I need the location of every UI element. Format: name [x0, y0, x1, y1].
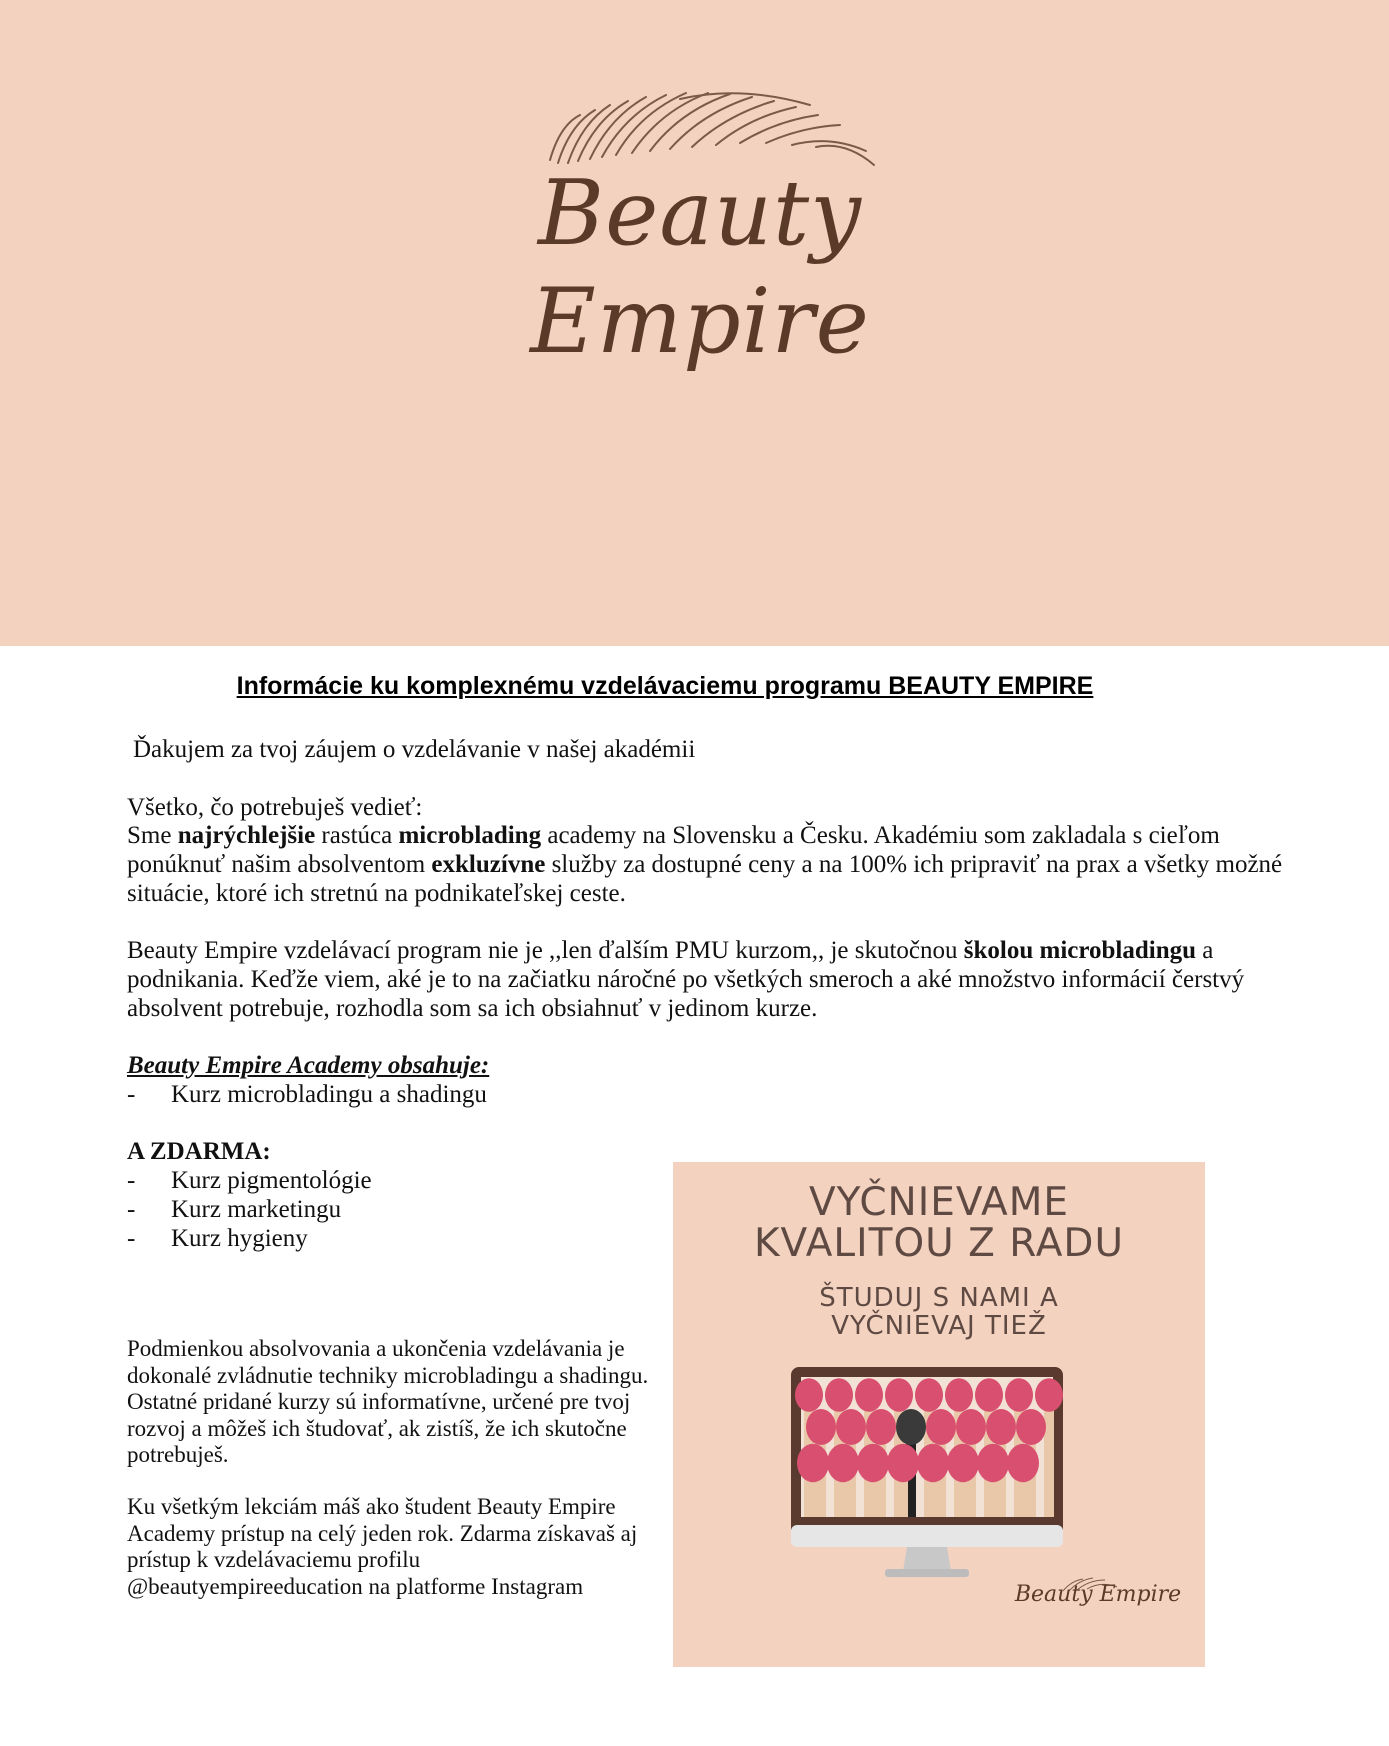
main-course-list [127, 1080, 487, 1109]
promo-headline [673, 1182, 1205, 1264]
match-head [926, 1409, 956, 1445]
match-head [1007, 1444, 1039, 1482]
access-paragraph: Ku všetkým lekciám máš ako študent Beauty Empire Academy prístup na celý jeden rok. Zdarma získavaš aj prístup k vzdelávaciemu profilu @beautyempireeducation na platforme Instagram [127, 1494, 638, 1599]
burnt-match-head [896, 1409, 926, 1445]
free-course-list [127, 1166, 372, 1253]
match-head [857, 1444, 889, 1482]
text-run: a podnikania. Keďže viem, aké je to na začiatku náročné po všetkých smeroch a aké množstvo informácií čerstvý absolvent potrebuje, rozhodla som sa ich obsiahnuť v jedinom kurze. [127, 937, 1245, 1022]
promo-subheadline-line: ŠTUDUJ S NAMI A [819, 1283, 1059, 1313]
bullet-dash: - [127, 1196, 136, 1223]
text-run: Beauty Empire vzdelávací program nie je ,,len ďalším PMU kurzom,, je skutočnou [127, 937, 964, 964]
matches-image [795, 1378, 1063, 1517]
match-head [917, 1444, 949, 1482]
match-head [915, 1378, 943, 1412]
intro-paragraph [127, 821, 1287, 908]
thanks-line: Ďakujem za tvoj záujem o vzdelávanie v našej akadémii [133, 736, 696, 763]
list-item [127, 1195, 372, 1224]
list-item [127, 1166, 372, 1195]
text-run: služby za dostupné ceny a na 100% ich pripraviť na prax a všetky možné situácie, ktoré ich stretnú na podnikateľskej ceste. [127, 851, 1283, 907]
match-head [975, 1378, 1003, 1412]
bold-run: exkluzívne [431, 851, 546, 878]
list-item [127, 1224, 372, 1253]
monitor-base [885, 1569, 969, 1577]
list-item-label: Kurz microbladingu a shadingu [171, 1081, 487, 1108]
match-head [885, 1378, 913, 1412]
promo-subheadline-line: VYČNIEVAJ TIEŽ [831, 1311, 1047, 1341]
match-head [945, 1378, 973, 1412]
match-head [806, 1409, 836, 1445]
brand-logo-text: Beauty Empire [530, 161, 870, 374]
match-head [1035, 1378, 1063, 1412]
match-head [1016, 1409, 1046, 1445]
match-head [827, 1444, 859, 1482]
text-run: rastúca [315, 822, 399, 849]
list-item-label: Kurz pigmentológie [171, 1167, 372, 1194]
monitor-illustration [789, 1365, 1065, 1587]
match-head [836, 1409, 866, 1445]
header-banner [0, 0, 1389, 646]
match-head [795, 1378, 823, 1412]
document-title: Informácie ku komplexnému vzdelávaciemu programu BEAUTY EMPIRE [236, 672, 1094, 700]
match-head [797, 1444, 829, 1482]
promo-brand-text: Beauty Empire [1014, 1582, 1182, 1607]
text-run: Sme [127, 822, 178, 849]
promo-headline-line: KVALITOU Z RADU [753, 1221, 1125, 1266]
intro-label: Všetko, čo potrebuješ vedieť: [127, 794, 423, 821]
completion-paragraph: Podmienkou absolvovania a ukončenia vzdelávania je dokonalé zvládnutie techniky microbladingu a shadingu. Ostatné pridané kurzy sú informatívne, určené pre tvoj rozvoj a môžeš ich študovať, ak zistíš, že ich skutočne potrebuješ. [127, 1336, 649, 1467]
monitor-stand [903, 1547, 951, 1571]
free-courses-title: A ZDARMA: [127, 1138, 271, 1165]
bold-run: microblading [398, 822, 542, 849]
match-head [855, 1378, 883, 1412]
match-head [1005, 1378, 1033, 1412]
bullet-dash: - [127, 1167, 136, 1194]
match-head [947, 1444, 979, 1482]
text-run: academy na Slovensku a Česku. Akadémiu som zakladala s cieľom ponúknuť našim absolventom [127, 822, 1220, 878]
program-paragraph [127, 936, 1287, 1023]
academy-contents-title: Beauty Empire Academy obsahuje: [127, 1052, 490, 1079]
match-head [887, 1444, 919, 1482]
promo-headline-line: VYČNIEVAME [808, 1180, 1070, 1225]
bullet-dash: - [127, 1225, 136, 1252]
monitor-chin [791, 1525, 1063, 1547]
match-head [977, 1444, 1009, 1482]
list-item-label: Kurz marketingu [171, 1196, 342, 1223]
list-item-label: Kurz hygieny [171, 1225, 308, 1252]
bold-run: školou microbladingu [963, 937, 1197, 964]
match-head [956, 1409, 986, 1445]
promo-subheadline [673, 1284, 1205, 1340]
match-head [866, 1409, 896, 1445]
match-head [825, 1378, 853, 1412]
match-stem [1044, 1395, 1054, 1517]
bold-run: najrýchlejšie [177, 822, 316, 849]
promo-graphic [673, 1162, 1205, 1667]
match-head [986, 1409, 1016, 1445]
list-item [127, 1080, 487, 1109]
bullet-dash: - [127, 1081, 136, 1108]
